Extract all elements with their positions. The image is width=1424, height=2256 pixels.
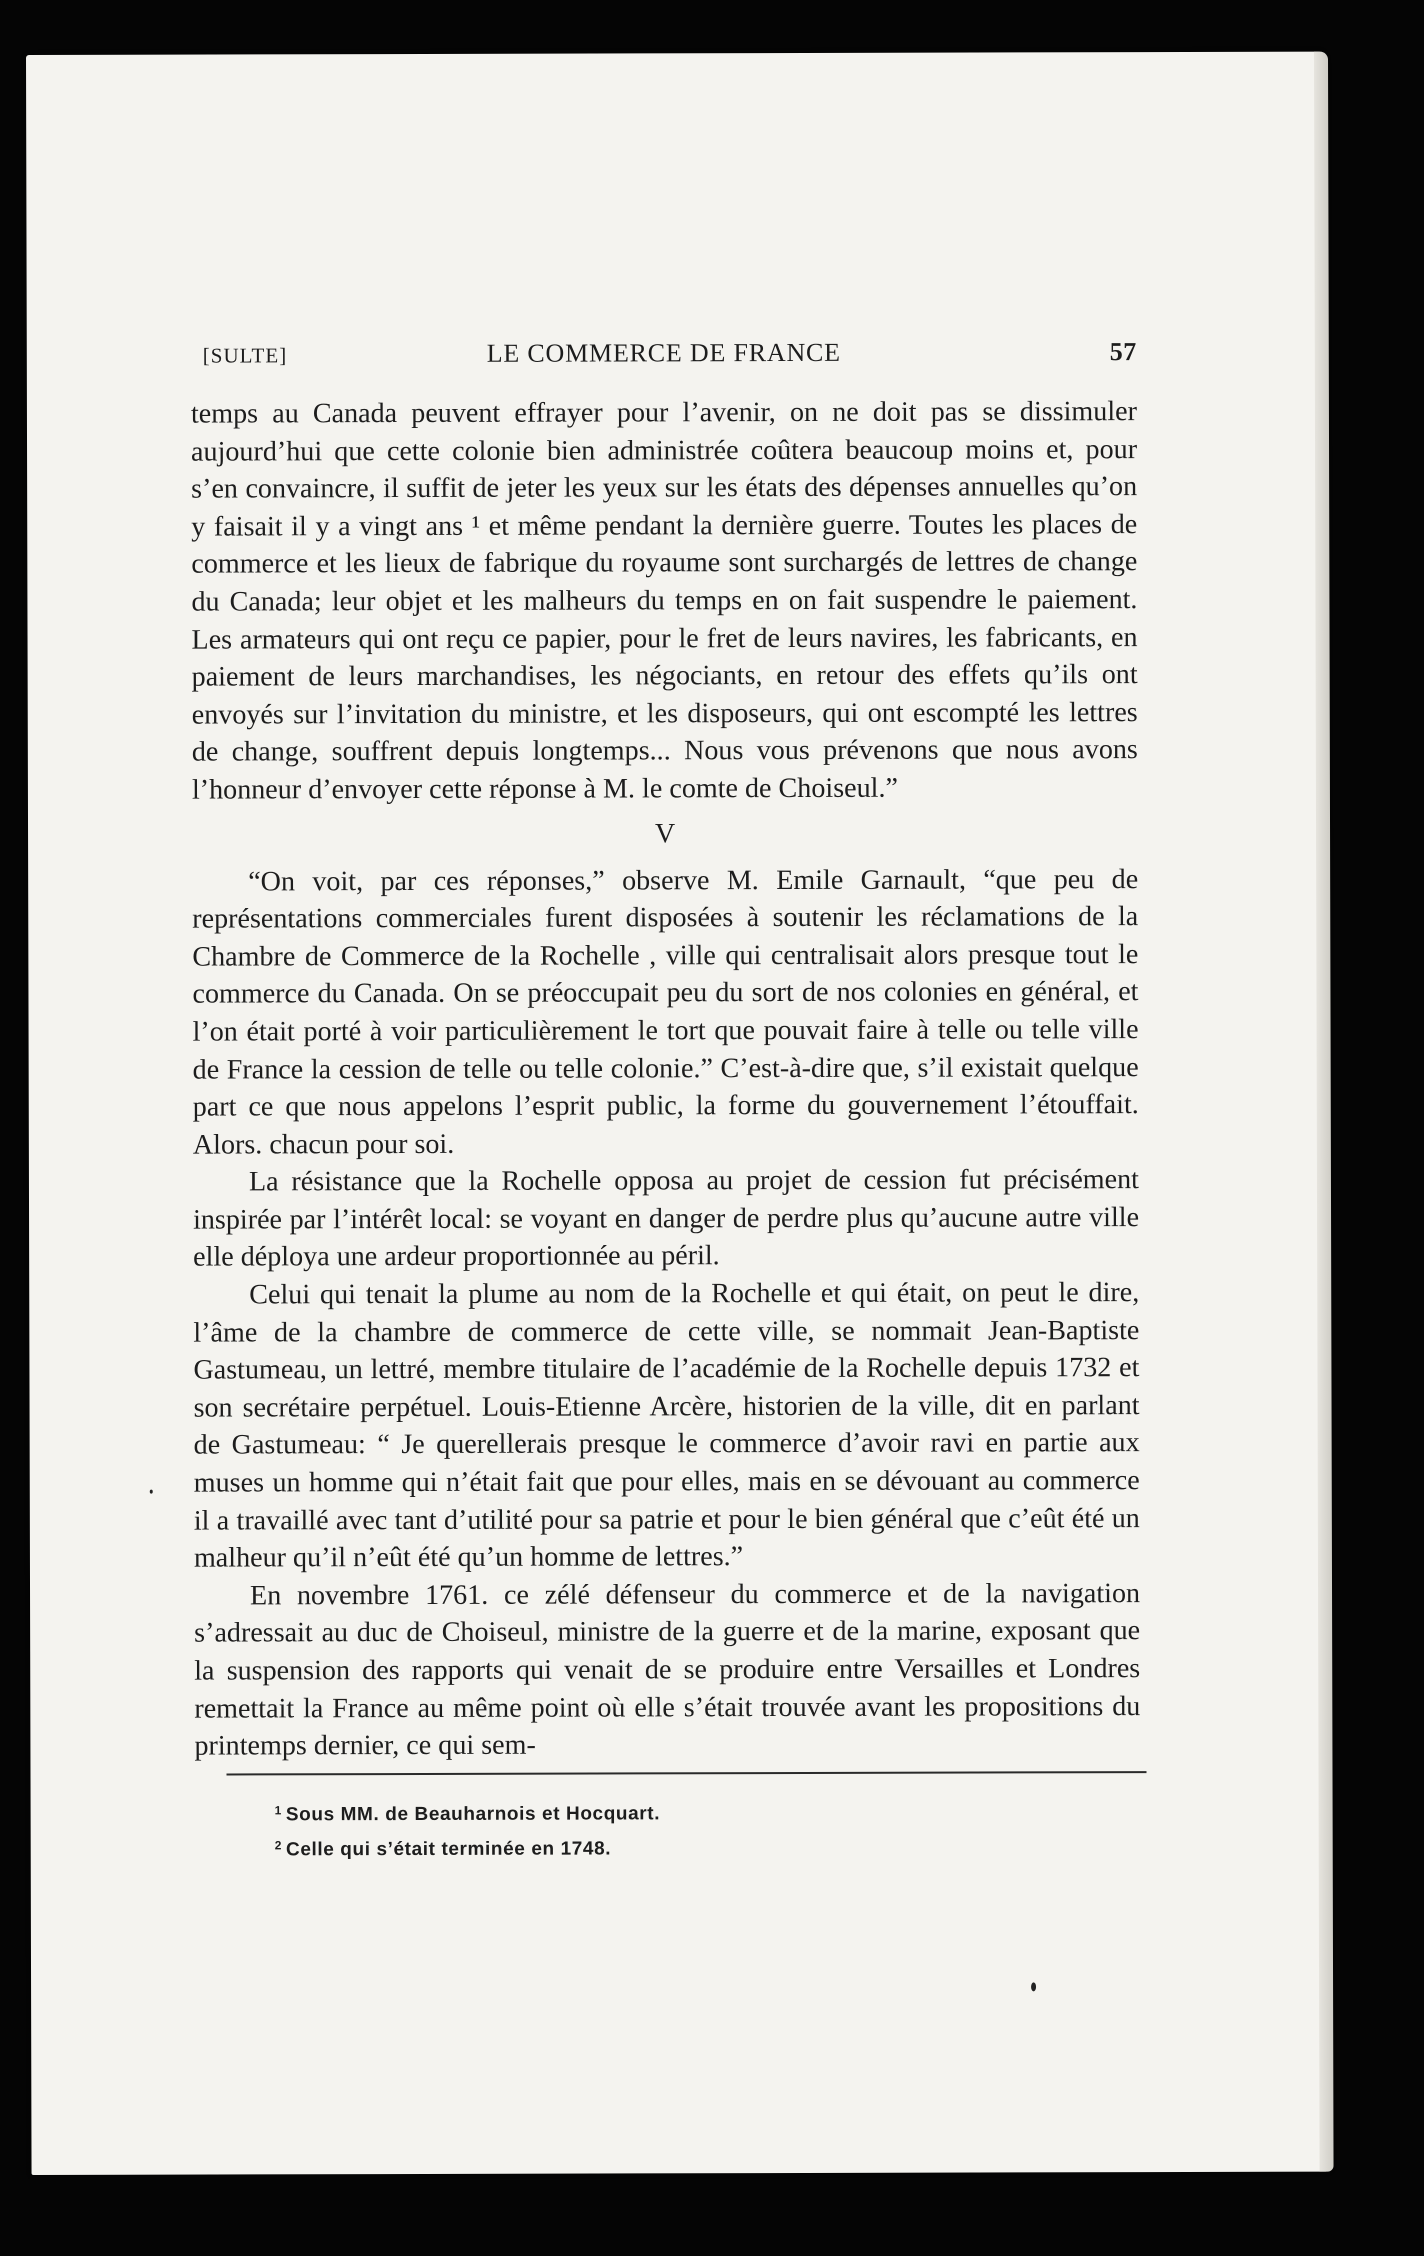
body-text xyxy=(191,393,1141,1765)
footnotes xyxy=(275,1793,1141,1865)
paragraph: temps au Canada peuvent effrayer pour l’avenir, on ne doit pas se dissimuler aujourd’hui que cette colonie bien administrée coûtera beaucoup moins et, pour s’en convaincre, il suffit de jeter les yeux sur les états des dépenses annuelles qu’on y faisait il y a vingt ans ¹ et même pendant la dernière guerre. Toutes les places de commerce et les lieux de fabrique du royaume sont surchargés de lettres de change du Canada; leur objet et les malheurs du temps en on fait suspendre le paiement. Les armateurs qui ont reçu ce papier, pour le fret de leurs navires, les fabricants, en paiement de leurs marchandises, les négociants, en retour des effets qu’ils ont envoyés sur l’invitation du ministre, et les disposeurs, qui ont escompté les lettres de change, souffrent depuis longtemps... Nous vous prévenons que nous avons l’honneur d’envoyer cette réponse à M. le comte de Choiseul.” xyxy=(190,396,1138,806)
page-content xyxy=(191,337,1141,1865)
footnote-rule xyxy=(226,1771,1146,1775)
footnote xyxy=(275,1793,1141,1830)
book-page xyxy=(26,52,1332,2175)
footnote xyxy=(275,1828,1141,1865)
ink-speck xyxy=(150,1490,153,1494)
footnote-text: Sous MM. de Beauharnois et Hocquart. xyxy=(285,1803,661,1826)
section-heading: V xyxy=(654,817,676,849)
paragraph: Celui qui tenait la plume au nom de la Rochelle et qui était, on peut le dire, l’âme de la chambre de commerce de cette ville, se nommait Jean-Baptiste Gastumeau, un lettré, membre titulaire de l’académie de la Rochelle depuis 1732 et son secrétaire perpétuel. Louis-Etienne Arcère, historien de la ville, dit en parlant de Gastumeau: “ Je querellerais presque le commerce d’avoir ravi en partie aux muses un homme qui n’était fait que pour elles, mais en se dévouant au commerce il a travaillé avec tant d’utilité pour sa patrie et pour le bien général que c’eût été un malheur qu’il n’eût été qu’un homme de lettres.” xyxy=(193,1277,1140,1574)
footnote-text: Celle qui s’était terminée en 1748. xyxy=(285,1838,612,1861)
footnote-mark: 1 xyxy=(274,1803,282,1818)
running-head xyxy=(191,337,1137,379)
paragraph: La résistance que la Rochelle opposa au projet de cession fut précisément inspirée par l’intérêt local: se voyant en danger de perdre plus qu’aucune autre ville elle déploya une ardeur proportionnée au péril. xyxy=(193,1164,1140,1274)
page-number: 57 xyxy=(1109,337,1137,367)
paragraph: “On voit, par ces réponses,” observe M. Emile Garnault, “que peu de représentations commerciales furent disposées à soutenir les réclamations de la Chambre de Commerce de la Rochelle , ville qui centralisait alors presque tout le commerce du Canada. On se préoccupait peu du sort de nos colonies en général, et l’on était porté à voir particulièrement le tort que pouvait faire à telle ou telle ville de France la cession de telle ou telle colonie.” C’est-à-dire que, s’il existait quelque part ce que nous appelons l’esprit public, la forme du gouvernement l’étouffait. Alors. chacun pour soi. xyxy=(192,863,1139,1161)
running-head-author: [SULTE] xyxy=(202,343,288,368)
ink-speck xyxy=(1031,1982,1036,1991)
running-head-title: LE COMMERCE DE FRANCE xyxy=(486,337,841,368)
footnote-mark: 2 xyxy=(274,1838,282,1853)
paragraph: En novembre 1761. ce zélé défenseur du commerce et de la navigation s’adressait au duc de Choiseul, ministre de la guerre et de la marine, exposant que la suspension des rapports qui venait de se produire entre Versailles et Londres remettait la France au même point où elle s’était trouvée avant les propositions du printemps dernier, ce qui sem- xyxy=(194,1577,1141,1762)
